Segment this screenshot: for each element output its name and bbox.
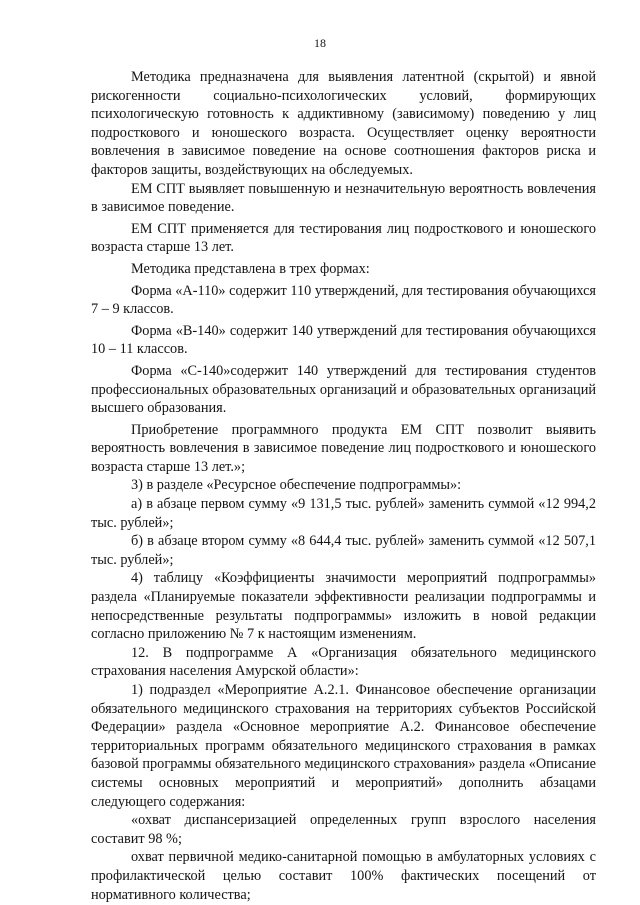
paragraph-dispensary-coverage: «охват диспансеризацией определенных групп взрослого населения составит 98 %;: [91, 812, 596, 847]
paragraph-three-forms: Методика представлена в трех формах:: [131, 260, 370, 277]
paragraph-em-spt-applied: ЕМ СПТ применяется для тестирования лиц подросткового и юношеского возраста старше 13 лет.: [91, 220, 596, 256]
page-number: 18: [314, 36, 326, 50]
document-body: [91, 68, 596, 904]
paragraph-em-spt-detects: ЕМ СПТ выявляет повышенную и незначительную вероятность вовлечения в зависимое поведение.: [91, 180, 596, 216]
paragraph-item-3a: а) в абзаце первом сумму «9 131,5 тыс. рублей» заменить суммой «12 994,2 тыс. рублей»;: [91, 496, 596, 531]
paragraph-item-4: 4) таблицу «Коэффициенты значимости мероприятий подпрограммы» раздела «Планируемые показатели эффективности реализации подпрограммы и непосредственные результаты подпрограммы» изложить в новой редакции согласно приложению № 7 к настоящим изменениям.: [91, 570, 596, 643]
paragraph-primary-care-coverage: охват первичной медико-санитарной помощью в амбулаторных условиях с профилактической целью составит 100% фактических посещений от нормативного количества;: [91, 849, 596, 903]
paragraph-method-purpose: Методика предназначена для выявления латентной (скрытой) и явной рискогенности социально-психологических условий, формирующих психологическую готовность к аддиктивному (зависимому) поведению у лиц подросткового и юношеского возраста. Осуществляет оценку вероятности вовлечения в зависимое поведение на основе соотношения факторов риска и факторов защиты, воздействующих на обследуемых.: [91, 69, 596, 178]
paragraph-item-3b: б) в абзаце втором сумму «8 644,4 тыс. рублей» заменить суммой «12 507,1 тыс. рублей»;: [91, 533, 596, 568]
paragraph-form-b140: Форма «В-140» содержит 140 утверждений для тестирования обучающихся 10 – 11 классов.: [91, 322, 596, 358]
paragraph-item-12: 12. В подпрограмме А «Организация обязательного медицинского страхования населения Амурской области»:: [91, 644, 596, 680]
paragraph-form-a110: Форма «А-110» содержит 110 утверждений, для тестирования обучающихся 7 – 9 классов.: [91, 282, 596, 318]
paragraph-item-12-1: 1) подраздел «Мероприятие А.2.1. Финансовое обеспечение организации обязательного медицинского страхования на территориях субъектов Российской Федерации» раздела «Основное мероприятие А.2. Финансовое обеспечение территориальных программ обязательного медицинского страхования в рамках базовой программы обязательного медицинского страхования» раздела «Описание системы основных мероприятий и мероприятий» дополнить абзацами следующего содержания:: [91, 682, 596, 810]
paragraph-form-c140: Форма «С-140»содержит 140 утверждений для тестирования студентов профессиональных образовательных организаций и образовательных организаций высшего образования.: [91, 362, 596, 417]
paragraph-item-3: 3) в разделе «Ресурсное обеспечение подпрограммы»:: [131, 477, 462, 494]
paragraph-software-purchase: Приобретение программного продукта ЕМ СПТ позволит выявить вероятность вовлечения в зависимое поведение лиц подросткового и юношеского возраста старше 13 лет.»;: [91, 421, 596, 475]
